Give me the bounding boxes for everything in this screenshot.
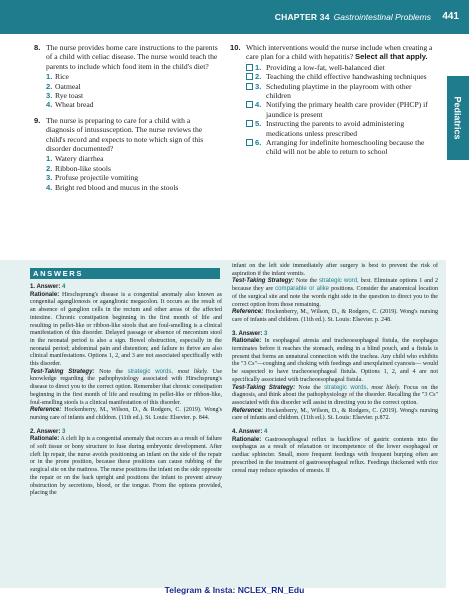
reference-text: Hockenberry, M., Wilson, D., & Rodgers, C. (2019). Wong's nursing care of infants and children. (11th ed.). St. Louis: Elsevier. p. 844. [30, 407, 223, 421]
option-number: 5. [255, 119, 262, 129]
answer-value: 4 [62, 284, 66, 290]
option-text: Wheat bread [55, 100, 94, 110]
comparable-alike-link[interactable]: comparable or alike [275, 286, 330, 293]
option-number: 1. [46, 154, 53, 164]
option[interactable] [246, 63, 438, 72]
answers-right-column [232, 263, 438, 475]
reference-label: Reference: [232, 309, 264, 316]
option-text: Oatmeal [55, 81, 81, 91]
option[interactable] [246, 119, 438, 138]
option-text: Bright red blood and mucus in the stools [55, 182, 179, 192]
answer-label: 1. Answer: [30, 284, 61, 290]
option-number: 1. [255, 62, 262, 72]
question-8 [34, 43, 218, 110]
section-side-tab [447, 76, 469, 160]
question-number: 10. [230, 43, 241, 52]
answer-2-rationale [30, 436, 222, 498]
strategy-label: Test-Taking Strategy: [232, 278, 294, 285]
option-text: Rice [55, 72, 69, 82]
side-tab-label: Pediatrics [453, 96, 463, 140]
option-text: Scheduling playtime in the playroom with other children [266, 81, 412, 101]
option[interactable] [46, 72, 218, 81]
strategic-words-link[interactable]: strategic words, [324, 384, 369, 391]
strategy-text: Focus on the diagnosis, and think about the pathophysiology of the disorder. Recalling the "3 Cs" associated with this disorder will assist in directing you to the correct option. [232, 384, 439, 406]
option-number: 3. [46, 91, 53, 101]
answer-2-reference [232, 309, 438, 324]
option-text: Watery diarrhea [55, 154, 104, 164]
checkbox-icon[interactable] [246, 101, 253, 108]
rationale-label: Rationale: [30, 291, 60, 298]
footer-watermark: Telegram & Insta: NCLEX_RN_Edu [164, 585, 305, 595]
answer-label: 2. Answer: [30, 428, 61, 435]
rationale-label: Rationale: [232, 338, 262, 345]
rationale-text: Hirschsprung's disease is a congenital anomaly also known as congenital aganglionosis or aganglionic megacolon. It occurs as the result of an absence of ganglion cells in the rectum and other areas of the affected intestine. Chronic constipation beginning in the first month of life and resulting in pellet-like or ribbon-like stools that are foul-smelling is a clinical manifestation of this disorder. Delayed passage or absence of meconium stool in the neonatal period is also a sign. Bowel obstruction, especially in the neonatal period; abdominal pain and distention; and failure to thrive are also clinical manifestations. Options 1, 2, and 3 are not associated specifically with this disorder. [30, 291, 222, 368]
answer-1-heading [30, 284, 222, 292]
strategic-words-link[interactable]: strategic word, [318, 278, 359, 285]
question-stem: The nurse provides home care instructions to the parents of a child with celiac disease. The nurse would teach the parents to include which food item in the child's diet? [46, 43, 218, 71]
rationale-text: A cleft lip is a congenital anomaly that occurs as a result of failure of soft tissue or bony structure to fuse during embryonic development. After cleft lip repair, the nurse avoids positioning an infant on the side of the repair or in the prone position, because these positions can cause rubbing of the surgical site on the mattress. The nurse positions the infant on the side opposite the repair or on the back upright and positions the infant to prevent airway obstruction by secretions, blood, or the tongue. From the options provided, placing the [30, 436, 222, 497]
strategy-text: Note the [295, 278, 317, 285]
checkbox-icon[interactable] [246, 139, 253, 146]
answer-label: 3. Answer: [232, 330, 263, 337]
answers-panel [0, 260, 446, 588]
rationale-text: In esophageal atresia and tracheoesophageal fistula, the esophagus terminates before it reaches the stomach, ending in a blind pouch, and a fistula is present that forms an unnatural connection with the trachea. Any child who exhibits the "3 Cs"—coughing and choking with feedings and unexplained cyanosis— would be suspected to have tracheoesophageal fistula. Options 1, 2, and 4 are not specifically associated with tracheoesophageal fistula. [232, 338, 438, 383]
option-number: 2. [46, 81, 53, 91]
reference-label: Reference: [30, 407, 62, 414]
answer-3-reference [232, 408, 438, 423]
question-number: 8. [34, 43, 41, 52]
answer-2-rationale-continued: infant on the left side immediately after surgery is best to prevent the risk of aspiration if the infant vomits. [232, 263, 438, 277]
option[interactable] [246, 72, 438, 81]
questions-right-column [230, 43, 438, 163]
option-text: Rye toast [55, 91, 84, 101]
questions-left-column [34, 43, 218, 198]
answer-1-rationale [30, 292, 222, 369]
option-number: 3. [46, 173, 53, 183]
checkbox-icon[interactable] [246, 64, 253, 71]
answers-left-column [30, 280, 222, 498]
option[interactable] [46, 91, 218, 100]
reference-text: Hockenberry, M., Wilson, D., & Rodgers, C. (2019). Wong's nursing care of infants and children. (11th ed.). St. Louis: Elsevier. p.872. [232, 407, 438, 422]
rationale-label: Rationale: [232, 436, 262, 443]
strategy-text: Eliminate options 1 and 2 because they are [232, 278, 438, 293]
option-text: Teaching the child effective handwashing techniques [266, 72, 427, 82]
select-all-instruction: Select all that apply. [355, 52, 428, 62]
checkbox-icon[interactable] [246, 83, 253, 90]
option-text: Profuse projectile vomiting [55, 173, 139, 183]
answers-heading: ANSWERS [30, 268, 220, 279]
option-list [246, 63, 438, 157]
strategy-label: Test-Taking Strategy: [232, 384, 296, 391]
option-number: 4. [46, 100, 53, 110]
page-header [0, 0, 469, 34]
strategic-words-value: most likely. [177, 368, 208, 375]
chapter-title: Gastrointestinal Problems [333, 12, 431, 22]
option[interactable] [246, 82, 438, 101]
answer-1-reference [30, 407, 222, 422]
reference-text: Hockenberry, M., Wilson, D., & Rodgers, C. (2019). Wong's nursing care of infants and children. (11th ed.). St. Louis: Elsevier. p. 248. [232, 309, 438, 323]
option-number: 3. [255, 81, 262, 91]
question-stem: The nurse is preparing to care for a child with a diagnosis of intussusception. The nurse reviews the child's record and expects to note which sign of this disorder documented? [46, 115, 204, 154]
option[interactable] [46, 82, 218, 91]
strategy-label: Test-Taking Strategy: [30, 368, 95, 375]
question-stem-text: Which interventions would the nurse include when creating a care plan for a child with hepatitis? [246, 43, 433, 62]
option[interactable] [46, 164, 218, 173]
answer-3-rationale [232, 338, 438, 384]
checkbox-icon[interactable] [246, 73, 253, 80]
option-list [46, 154, 218, 192]
answer-4-rationale [232, 437, 438, 476]
answer-value: 4 [264, 429, 268, 436]
chapter-heading [275, 12, 431, 22]
option-text: Notifying the primary health care provider (PHCP) if jaundice is present [266, 100, 428, 119]
question-number: 9. [34, 115, 41, 125]
answer-label: 4. Answer: [232, 429, 263, 436]
option-text: Providing a low-fat, well-balanced diet [266, 62, 385, 72]
answer-2-strategy [232, 278, 438, 309]
option[interactable] [246, 138, 438, 157]
reference-label: Reference: [232, 407, 264, 414]
option-number: 6. [255, 138, 262, 148]
answer-4-heading [232, 429, 438, 437]
answer-3-strategy [232, 385, 438, 408]
strategy-text: Note the [298, 384, 321, 391]
strategy-text: Use knowledge regarding the pathophysiology associated with Hirschsprung's disease to direct you to the correct option. Remember that chronic constipation beginning in the first month of life and resulting in pellet-like or ribbon-like, foul-smelling stools is a clinical manifestation of this disorder. [30, 368, 223, 406]
strategic-words-value: best. [360, 278, 372, 285]
page-number: 441 [442, 11, 459, 22]
question-stem [246, 43, 438, 62]
option[interactable] [46, 183, 218, 192]
question-10 [230, 43, 438, 157]
option[interactable] [46, 100, 218, 109]
rationale-text: Gastroesophageal reflux is backflow of gastric contents into the esophagus as a result of relaxation or incompetence of the lower esophageal or cardiac sphincter. Small, more frequent feedings with frequent burping often are prescribed in the treatment of gastroesophageal reflux. Feedings thickened with rice cereal may reduce episodes of emesis. If [232, 436, 438, 474]
option[interactable] [46, 154, 218, 163]
strategy-text: Note the [99, 368, 123, 375]
answer-value: 3 [264, 330, 268, 337]
answer-value: 3 [62, 428, 66, 435]
option-text: Arranging for indefinite homeschooling because the child will not be able to return to school [266, 138, 425, 157]
option-text: Instructing the parents to avoid administering medications unless prescribed [266, 119, 405, 138]
checkbox-icon[interactable] [246, 120, 253, 127]
chapter-number: CHAPTER 34 [274, 12, 330, 22]
answer-1-strategy [30, 369, 222, 408]
strategic-words-value: most likely. [371, 384, 401, 391]
question-9 [34, 116, 218, 192]
option[interactable] [46, 173, 218, 182]
option-number: 2. [46, 163, 53, 173]
strategy-text: positions. Consider the anatomical location of the surgical site and note the words right side in the question to direct you to the correct option from those remaining. [232, 286, 438, 308]
strategic-words-link[interactable]: strategic words, [127, 368, 174, 375]
option-number: 1. [46, 72, 53, 82]
rationale-label: Rationale: [30, 436, 60, 443]
option-text: Ribbon-like stools [55, 163, 111, 173]
option[interactable] [246, 100, 438, 119]
option-list [46, 72, 218, 110]
option-number: 2. [255, 72, 262, 82]
option-number: 4. [46, 182, 53, 192]
option-number: 4. [255, 100, 262, 110]
